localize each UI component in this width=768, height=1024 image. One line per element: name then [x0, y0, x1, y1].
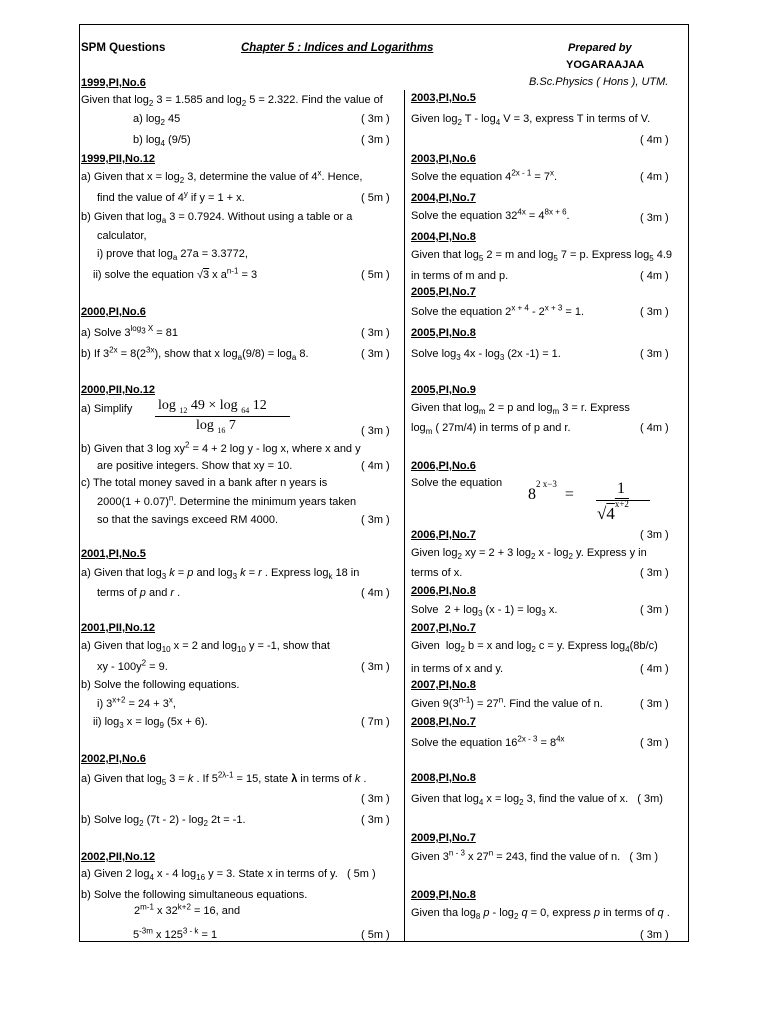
formula-one: 1 — [617, 480, 625, 497]
right-question-line: ( 4m ) — [640, 422, 669, 434]
chapter-title: Chapter 5 : Indices and Logarithms — [241, 42, 434, 54]
right-question-ref: 2007,PI,No.8 — [411, 679, 476, 691]
right-question-line: in terms of m and p. — [411, 270, 509, 282]
author-name: YOGARAAJAA — [566, 59, 645, 71]
left-question-line: ( 3m ) — [361, 113, 390, 125]
right-question-ref: 2009,PI,No.7 — [411, 832, 476, 844]
right-question-ref: 2006,PI,No.7 — [411, 529, 476, 541]
left-question-line: $5^{-3m}$ x $125^{3 - k} = 1$ — [133, 926, 218, 941]
left-question-line: ( 3m ) — [361, 793, 390, 805]
left-question-line: b) Given that 3 $\log xy^2 = 4 + 2$ log y - log x, where x and y — [81, 440, 361, 455]
left-question-line: ( 3m ) — [361, 514, 390, 526]
left-question-line: xy - $100y^2 = 9$. — [97, 658, 168, 673]
right-question-line: Given that $\log_m 2 = p$ and $\log_m 3 = r$. Express — [411, 402, 630, 417]
left-question-line: Given that $\log_2 3 = 1.585$ and $\log_2 5 = 2.322$. Find the value of — [81, 94, 383, 109]
left-question-line: ( 3m ) — [361, 348, 390, 360]
right-question-ref: 2005,PI,No.8 — [411, 327, 476, 339]
right-question-line: Solve the equation $4^{2x - 1} = 7^x$. — [411, 168, 558, 183]
right-question-ref: 2008,PI,No.7 — [411, 716, 476, 728]
left-question-line: ( 5m ) — [361, 929, 390, 941]
left-question-line: calculator, — [97, 230, 147, 242]
right-question-line: ( 3m ) — [640, 529, 669, 541]
left-question-line: ( 5m ) — [361, 269, 390, 281]
right-question-line: terms of x. — [411, 567, 463, 579]
left-question-line: find the value of 4$^y$ if y = 1 + x. — [97, 189, 245, 204]
left-question-ref: 1999,PII,No.12 — [81, 153, 155, 165]
left-question-line: a) Given that $\log_5 3 = k$ . If $5^{2\lambda-1} = 15$, state λ in terms of k . — [81, 770, 367, 788]
formula-denominator: log $_{16}$ 7 — [196, 418, 236, 435]
left-question-line: a) Given 2 $\log_4 x - 4$ $\log_{16} y = 3$. State x in terms of y. ( 5m ) — [81, 868, 376, 883]
left-question-line: so that the savings exceed RM 4000. — [97, 514, 278, 526]
left-question-line: a) Given that $\log_{10} x = 2$ and $\log_{10} y = -1$, show that — [81, 640, 330, 655]
left-question-line: b) If $3^{2x} = 8(2^{3x})$, show that x $\log_a(9/8) = \log_a 8$. — [81, 345, 309, 363]
right-question-line: ( 3m ) — [640, 929, 669, 941]
worksheet-title: SPM Questions — [81, 42, 166, 54]
right-question-ref: 2006,PI,No.8 — [411, 585, 476, 597]
left-question-line: ( 3m ) — [361, 327, 390, 339]
left-question-line: ( 3m ) — [361, 661, 390, 673]
right-question-line: Solve the equation — [411, 477, 503, 489]
left-question-line: b) Solve the following equations. — [81, 679, 240, 691]
author-credentials: B.Sc.Physics ( Hons ), UTM. — [529, 76, 669, 88]
left-question-line: ( 3m ) — [361, 425, 390, 437]
left-question-line: ( 7m ) — [361, 716, 390, 728]
right-question-line: ( 3m ) — [640, 348, 669, 360]
left-question-line: ( 5m ) — [361, 192, 390, 204]
left-question-line: i) $3^{x+2} = 24 + 3^x$, — [97, 695, 176, 710]
left-question-line: b) Given that $\log_a 3 = 0.7924$. Without using a table or a — [81, 211, 353, 226]
right-question-line: ( 4m ) — [640, 134, 669, 146]
left-question-ref: 2002,PII,No.12 — [81, 851, 155, 863]
author-label: Prepared by — [568, 42, 632, 54]
right-question-line: Given that $\log_4 x = \log_2 3$, find the value of x. ( 3m) — [411, 793, 663, 808]
formula-numerator: log $_{12}$ 49 × log $_{64}$ 12 — [158, 398, 267, 415]
left-question-line: b) Solve the following simultaneous equations. — [81, 889, 308, 901]
left-question-line: ( 4m ) — [361, 460, 390, 472]
right-question-line: in terms of x and y. — [411, 663, 504, 675]
right-question-line: $\log_m$ ( 27m/4) in terms of p and r. — [411, 422, 571, 437]
right-question-line: Given 3$^{n - 3}$ x $27^n = 243$, find the value of n. ( 3m ) — [411, 848, 659, 863]
right-question-ref: 2004,PI,No.7 — [411, 192, 476, 204]
left-question-ref: 1999,PI,No.6 — [81, 77, 146, 89]
left-question-line: $2000(1 + 0.07)^n$. Determine the minimum years taken — [97, 493, 357, 508]
right-question-line: Solve $2 + \log_3 (x - 1) = \log_3 x$. — [411, 604, 558, 619]
left-question-line: ii) $\log_3 x = \log_9 (5x + 6)$. — [93, 716, 208, 731]
fraction-bar — [155, 416, 290, 417]
left-question-line: b) $\log_4 (9/5)$ — [133, 134, 191, 149]
right-question-line: ( 3m ) — [640, 604, 669, 616]
left-question-line: terms of p and r . — [97, 587, 181, 599]
left-question-ref: 2001,PII,No.12 — [81, 622, 155, 634]
right-question-line: Given $\log_2 b = x$ and $\log_2 c = y$. Express $\log_4(8b/c)$ — [411, 640, 658, 655]
right-question-line: Solve the equation $32^{4x} = 4^{8x + 6}$. — [411, 207, 570, 222]
left-question-line: a) $\log_2 45$ — [133, 113, 181, 128]
right-question-line: Given $9(3^{n-1}) = 27^n$. Find the value of n. — [411, 695, 603, 710]
right-question-ref: 2004,PI,No.8 — [411, 231, 476, 243]
left-question-ref: 2001,PI,No.5 — [81, 548, 146, 560]
left-question-line: 2$^{m-1}$ x $32^{k+2} = 16$, and — [134, 902, 241, 917]
left-question-line: c) The total money saved in a bank after n years is — [81, 477, 328, 489]
right-question-line: ( 3m ) — [640, 698, 669, 710]
left-question-line: ( 3m ) — [361, 134, 390, 146]
right-question-line: ( 3m ) — [640, 212, 669, 224]
left-question-line: ii) solve the equation √3 x $a^{n-1} = 3$ — [93, 266, 258, 281]
right-question-line: ( 3m ) — [640, 737, 669, 749]
left-question-line: ( 4m ) — [361, 587, 390, 599]
right-question-ref: 2007,PI,No.7 — [411, 622, 476, 634]
right-question-ref: 2003,PI,No.5 — [411, 92, 476, 104]
left-question-ref: 2000,PII,No.12 — [81, 384, 155, 396]
left-question-line: are positive integers. Show that xy = 10. — [97, 460, 293, 472]
right-question-line: Given that $\log_5 2 = m$ and $\log_5 7 = p$. Express $\log_5 4.9$ — [411, 249, 673, 264]
right-question-ref: 2008,PI,No.8 — [411, 772, 476, 784]
right-question-line: ( 3m ) — [640, 567, 669, 579]
right-question-line: ( 3m ) — [640, 306, 669, 318]
left-question-line: i) prove that $\log_a 27a = 3.3772$, — [97, 248, 248, 263]
right-question-line: Given tha $\log_8 p - \log_2 q = 0$, express p in terms of q . — [411, 907, 670, 922]
left-question-line: a) Simplify — [81, 403, 133, 415]
formula-root: $√4^{x+2}$ — [597, 499, 629, 523]
right-question-line: Solve $\log_3 4x - \log_3 (2x$ -1) = 1. — [411, 348, 561, 363]
left-question-ref: 2002,PI,No.6 — [81, 753, 146, 765]
right-question-line: Solve the equation $2^{x + 4} - 2^{x + 3} = 1$. — [411, 303, 585, 318]
left-question-line: b) Solve $\log_2 (7t - 2) - \log_2 2t = -1$. — [81, 814, 246, 829]
right-question-line: Solve the equation $16^{2x - 3} = 8^{4x}$ — [411, 734, 565, 749]
right-question-line: Given $\log_2 T - \log_4 V = 3$, express T in terms of V. — [411, 113, 651, 128]
right-question-line: ( 4m ) — [640, 663, 669, 675]
left-question-line: ( 3m ) — [361, 814, 390, 826]
right-question-ref: 2005,PI,No.9 — [411, 384, 476, 396]
left-question-line: a) Given that $x = \log_2 3$, determine the value of 4$^x$. Hence, — [81, 168, 363, 186]
left-question-ref: 2000,PI,No.6 — [81, 306, 146, 318]
right-question-line: Given $\log_2$ xy = 2 + 3 $\log_2 x - \log_2 y$. Express y in — [411, 547, 647, 562]
left-question-line: a) Given that $\log_3 k = p$ and $\log_3 k = r$ . Express $\log_k 18$ in — [81, 567, 360, 582]
right-question-ref: 2003,PI,No.6 — [411, 153, 476, 165]
right-question-line: ( 4m ) — [640, 270, 669, 282]
right-question-line: ( 4m ) — [640, 171, 669, 183]
right-question-ref: 2006,PI,No.6 — [411, 460, 476, 472]
right-question-ref: 2009,PI,No.8 — [411, 889, 476, 901]
right-question-ref: 2005,PI,No.7 — [411, 286, 476, 298]
formula-lhs: $8^{2 x-3}$ = — [528, 478, 574, 503]
left-question-line: a) Solve $3^{log_3 X} = 81$ — [81, 324, 179, 339]
column-divider — [404, 90, 405, 942]
